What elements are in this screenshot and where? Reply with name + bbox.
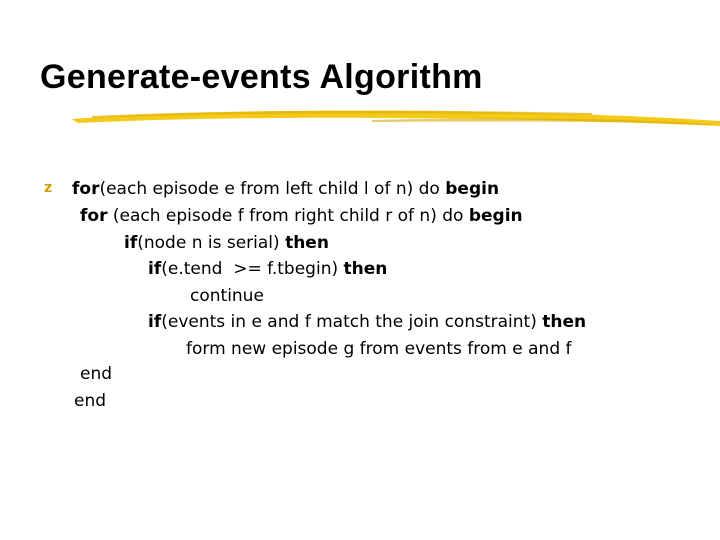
keyword: if bbox=[124, 233, 138, 253]
keyword: then bbox=[285, 233, 329, 253]
keyword: begin bbox=[468, 206, 523, 226]
keyword: for bbox=[72, 179, 100, 199]
slide-title: Generate-events Algorithm bbox=[40, 58, 483, 96]
code-line-2 bbox=[80, 206, 523, 226]
code-text: continue bbox=[190, 286, 264, 306]
keyword: if bbox=[148, 312, 162, 332]
code-text: form new episode g from events from e and f bbox=[186, 339, 572, 359]
code-line-5 bbox=[190, 286, 264, 306]
code-line-4 bbox=[148, 259, 387, 279]
code-text: (each episode e from left child l of n) do bbox=[99, 179, 446, 199]
title-underline-brushstroke bbox=[72, 106, 720, 130]
code-line-7 bbox=[186, 339, 572, 359]
keyword: for bbox=[80, 206, 108, 226]
code-line-1 bbox=[72, 179, 499, 199]
code-line-9 bbox=[74, 391, 106, 411]
code-text: (e.tend >= f.tbegin) bbox=[161, 259, 344, 279]
code-text: end bbox=[74, 391, 107, 411]
code-text: (events in e and f match the join constraint) bbox=[161, 312, 543, 332]
keyword: if bbox=[148, 259, 162, 279]
code-line-6 bbox=[148, 312, 586, 332]
code-text: (node n is serial) bbox=[137, 233, 286, 253]
keyword: then bbox=[343, 259, 388, 279]
bullet-icon: z bbox=[44, 180, 53, 196]
keyword: then bbox=[542, 312, 587, 332]
code-line-3 bbox=[124, 233, 329, 253]
keyword: begin bbox=[445, 179, 500, 199]
code-text: (each episode f from right child r of n) do bbox=[107, 206, 469, 226]
code-text: end bbox=[80, 364, 113, 384]
code-line-8 bbox=[80, 364, 112, 384]
